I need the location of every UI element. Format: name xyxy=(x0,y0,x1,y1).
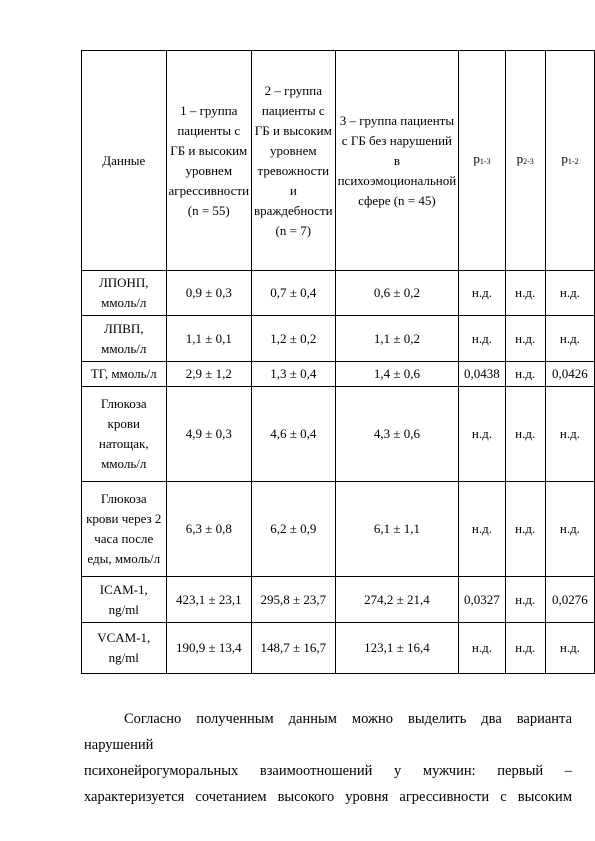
cell-p23: н.д. xyxy=(505,387,545,482)
cell-p23: н.д. xyxy=(505,271,545,316)
cell-g3: 6,1 ± 1,1 xyxy=(335,482,459,577)
cell-g1: 0,9 ± 0,3 xyxy=(166,271,252,316)
results-table xyxy=(81,50,595,674)
cell-p23: н.д. xyxy=(505,316,545,362)
cell-p23: н.д. xyxy=(505,577,545,623)
cell-p12: н.д. xyxy=(545,387,594,482)
cell-p12: н.д. xyxy=(545,482,594,577)
header-group-2: 2 – группа пациенты с ГБ и высоким уровнем тревожности и враждебности (n = 7) xyxy=(252,51,336,271)
cell-g3: 274,2 ± 21,4 xyxy=(335,577,459,623)
paragraph-line-1: Согласно полученным данным можно выделить два варианта нарушений xyxy=(84,711,572,753)
table-row xyxy=(82,271,595,316)
cell-g3: 1,4 ± 0,6 xyxy=(335,362,459,387)
body-paragraph xyxy=(84,706,572,810)
row-label: Глюкоза крови через 2 часа после еды, ммоль/л xyxy=(82,482,167,577)
cell-g1: 6,3 ± 0,8 xyxy=(166,482,252,577)
cell-p13: н.д. xyxy=(459,271,505,316)
table-row xyxy=(82,387,595,482)
header-group-3: 3 – группа пациенты с ГБ без нарушений в психоэмоциональной сфере (n = 45) xyxy=(335,51,459,271)
cell-g2: 6,2 ± 0,9 xyxy=(252,482,336,577)
cell-p12: н.д. xyxy=(545,316,594,362)
row-label: ЛПВП, ммоль/л xyxy=(82,316,167,362)
cell-p12: н.д. xyxy=(545,623,594,674)
header-p23: $p_{2-3}$ xyxy=(505,51,545,271)
table-row xyxy=(82,623,595,674)
cell-p13: 0,0327 xyxy=(459,577,505,623)
paragraph-line-2: психонейрогуморальных взаимоотношений у мужчин: первый – xyxy=(84,763,572,779)
header-p13: $p_{1-3}$ xyxy=(459,51,505,271)
table-row xyxy=(82,316,595,362)
cell-g2: 1,3 ± 0,4 xyxy=(252,362,336,387)
cell-g3: 123,1 ± 16,4 xyxy=(335,623,459,674)
cell-p23: н.д. xyxy=(505,482,545,577)
cell-g3: 1,1 ± 0,2 xyxy=(335,316,459,362)
cell-g1: 1,1 ± 0,1 xyxy=(166,316,252,362)
cell-g2: 4,6 ± 0,4 xyxy=(252,387,336,482)
header-group-1: 1 – группа пациенты с ГБ и высоким уровнем агрессивности (n = 55) xyxy=(166,51,252,271)
cell-g1: 4,9 ± 0,3 xyxy=(166,387,252,482)
cell-p12: 0,0426 xyxy=(545,362,594,387)
cell-p13: н.д. xyxy=(459,482,505,577)
header-data: Данные xyxy=(82,51,167,271)
cell-p12: н.д. xyxy=(545,271,594,316)
row-label: ICAM-1, ng/ml xyxy=(82,577,167,623)
row-label: ТГ, ммоль/л xyxy=(82,362,167,387)
cell-g2: 148,7 ± 16,7 xyxy=(252,623,336,674)
header-p12: $p_{1-2}$ xyxy=(545,51,594,271)
cell-g2: 0,7 ± 0,4 xyxy=(252,271,336,316)
row-label: ЛПОНП, ммоль/л xyxy=(82,271,167,316)
cell-p13: н.д. xyxy=(459,623,505,674)
cell-g2: 1,2 ± 0,2 xyxy=(252,316,336,362)
cell-p23: н.д. xyxy=(505,362,545,387)
cell-p13: н.д. xyxy=(459,316,505,362)
header-row xyxy=(82,51,595,271)
cell-p13: 0,0438 xyxy=(459,362,505,387)
cell-g1: 423,1 ± 23,1 xyxy=(166,577,252,623)
row-label: VCAM-1, ng/ml xyxy=(82,623,167,674)
cell-p13: н.д. xyxy=(459,387,505,482)
table-row xyxy=(82,577,595,623)
cell-g2: 295,8 ± 23,7 xyxy=(252,577,336,623)
cell-g1: 190,9 ± 13,4 xyxy=(166,623,252,674)
row-label: Глюкоза крови натощак, ммоль/л xyxy=(82,387,167,482)
cell-g3: 0,6 ± 0,2 xyxy=(335,271,459,316)
cell-g1: 2,9 ± 1,2 xyxy=(166,362,252,387)
cell-g3: 4,3 ± 0,6 xyxy=(335,387,459,482)
cell-p23: н.д. xyxy=(505,623,545,674)
table-row xyxy=(82,362,595,387)
paragraph-line-3: характеризуется сочетанием высокого уровня агрессивности с высоким xyxy=(84,789,572,805)
table-row xyxy=(82,482,595,577)
cell-p12: 0,0276 xyxy=(545,577,594,623)
